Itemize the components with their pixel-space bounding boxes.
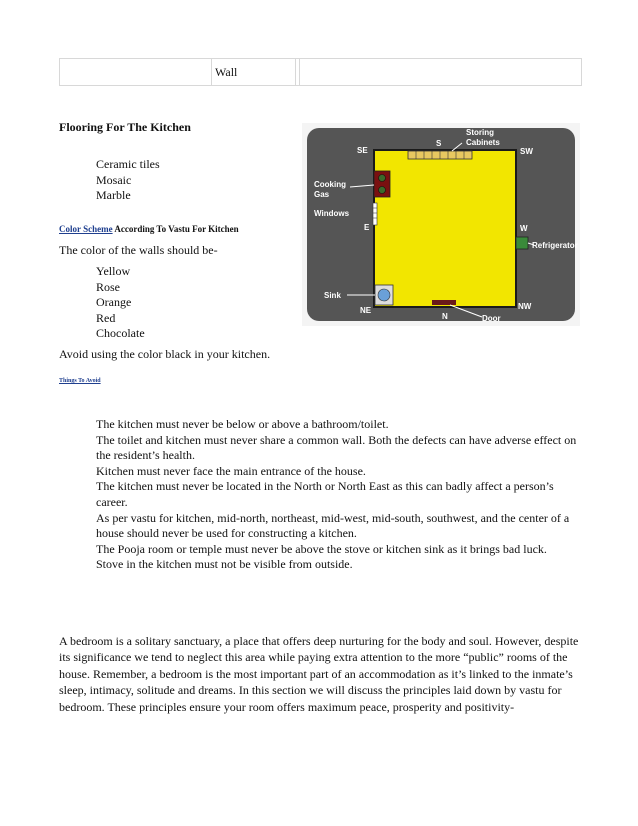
label-w: W <box>520 224 528 233</box>
label-gas: Gas <box>314 190 330 199</box>
label-windows: Windows <box>314 209 350 218</box>
table-row <box>59 58 582 86</box>
list-item: The kitchen must never be located in the North or North East as this can badly affect a person’s career. <box>96 479 554 509</box>
list-item: Kitchen must never face the main entrance of the house. <box>96 463 366 478</box>
list-item: The kitchen must never be below or above a bathroom/toilet. <box>96 417 389 431</box>
list-item: As per vastu for kitchen, mid-north, northeast, mid-west, mid-south, southwest, and the center of a house should never be used for constructing a kitchen. <box>96 510 570 541</box>
colors-list <box>62 264 145 342</box>
label-se: SE <box>357 146 368 155</box>
avoid-list <box>62 417 582 573</box>
label-e: E <box>364 223 370 232</box>
list-item: Marble <box>96 188 131 203</box>
list-item: Chocolate <box>96 326 145 341</box>
label-cabinets: Cabinets <box>466 138 500 147</box>
kitchen-room <box>374 150 516 307</box>
flooring-heading: Flooring For The Kitchen <box>59 120 191 134</box>
label-n: N <box>442 312 448 321</box>
avoid-black-note: Avoid using the color black in your kitchen. <box>59 347 271 361</box>
list-item: The Pooja room or temple must never be above the stove or kitchen sink as it brings bad luck. <box>96 541 547 556</box>
label-ne: NE <box>360 306 372 315</box>
table-cell <box>299 59 581 85</box>
table-cell: Wall <box>212 59 296 85</box>
list-item: Stove in the kitchen must not be visible from outside. <box>96 557 353 572</box>
list-item: The toilet and kitchen must never share a common wall. Both the defects can have adverse effect on the resident’s health. <box>96 432 577 463</box>
list-item: Orange <box>96 295 132 310</box>
bedroom-paragraph: A bedroom is a solitary sanctuary, a place that offers deep nurturing for the body and soul. However, despite its significance we tend to neglect this area while paying extra attention to the more “public” rooms of the house. Remember, a bedroom is the most important part of an accommodation as it’s linked to the inmate’s sleep, intimacy, solitude and dreams. In this section we will discuss the principles laid down by vastu for bedroom. These principles ensure your room offers maximum peace, prosperity and positivity- <box>59 634 579 714</box>
label-storing: Storing <box>466 128 494 137</box>
label-sw: SW <box>520 147 533 156</box>
refrigerator <box>516 237 528 249</box>
color-scheme-link[interactable]: Color Scheme <box>59 224 113 234</box>
list-item: Rose <box>96 279 120 294</box>
list-item: Ceramic tiles <box>96 157 160 171</box>
flooring-list <box>62 157 160 204</box>
windows <box>373 203 377 225</box>
list-item: Mosaic <box>96 172 132 187</box>
door <box>432 300 456 305</box>
label-s: S <box>436 139 442 148</box>
label-refrigerator: Refrigerator <box>532 241 578 250</box>
label-door: Door <box>482 314 501 323</box>
list-item: Yellow <box>96 264 131 278</box>
label-nw: NW <box>518 302 532 311</box>
things-to-avoid-link[interactable]: Things To Avoid <box>59 378 101 384</box>
label-sink: Sink <box>324 291 341 300</box>
list-item: Red <box>96 310 116 325</box>
walls-intro: The color of the walls should be- <box>59 243 218 257</box>
kitchen-layout-diagram <box>302 123 580 326</box>
table-cell <box>60 59 212 85</box>
color-scheme-heading: Color Scheme According To Vastu For Kitchen <box>59 224 239 234</box>
label-cooking: Cooking <box>314 180 346 189</box>
